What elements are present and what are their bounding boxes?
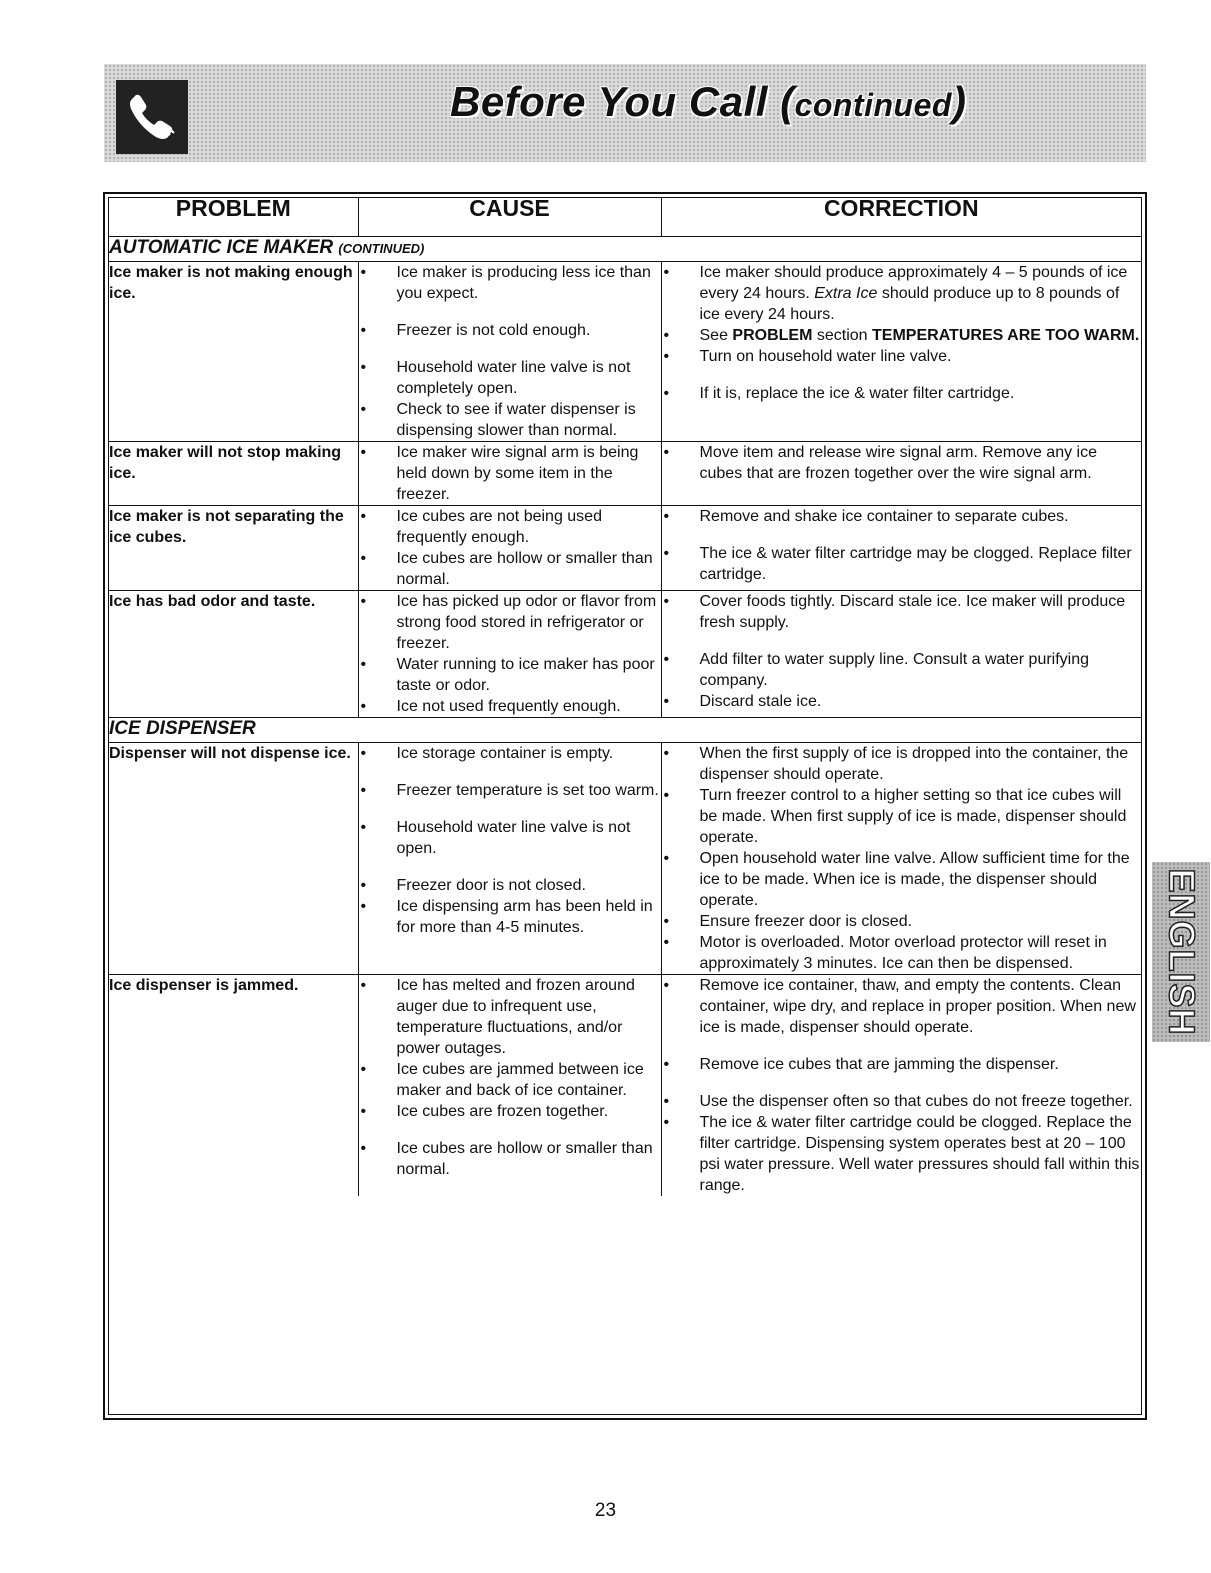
bullet-icon: • [663,1093,670,1110]
header-correction: CORRECTION [661,198,1141,237]
cause-item [359,399,661,441]
correction-text: Remove and shake ice container to separate cubes. [699,508,1069,525]
cause-text: Ice not used frequently enough. [396,698,621,715]
bullet-icon: • [360,359,367,376]
problem-cell: Dispenser will not dispense ice. [109,743,358,975]
cause-text: Ice has picked up odor or flavor from strong food stored in refrigerator or freezer. [396,593,657,652]
correction-text: Open household water line valve. Allow sufficient time for the ice to be made. When ice is made, the dispenser should operate. [699,850,1130,909]
cause-item [359,357,661,399]
cause-cell [358,591,661,718]
correction-cell [661,442,1141,506]
cause-text: Household water line valve is not completely open. [396,359,631,397]
bullet-icon: • [663,593,670,610]
bullet-icon: • [663,745,670,762]
problem-cell: Ice dispenser is jammed. [109,975,358,1197]
cause-cell [358,506,661,591]
bullet-icon: • [663,977,670,994]
bullet-icon: • [663,934,670,951]
section-row [109,237,1141,262]
bullet-icon: • [663,508,670,525]
cause-text: Ice cubes are not being used frequently enough. [396,508,602,546]
cause-text: Ice maker wire signal arm is being held down by some item in the freezer. [396,444,639,503]
correction-text: Remove ice container, thaw, and empty the contents. Clean container, wipe dry, and replace in proper position. When new ice is made, dispenser should operate. [699,977,1136,1036]
correction-text: Ensure freezer door is closed. [699,913,913,930]
bullet-icon: • [360,877,367,894]
page-title: Before You Call (continued) [450,78,967,125]
bullet-icon: • [360,264,367,281]
bullet-icon: • [663,1114,670,1131]
correction-text: The ice & water filter cartridge may be clogged. Replace filter cartridge. [699,545,1132,583]
cause-item [359,548,661,590]
bullet-icon: • [360,1140,367,1157]
correction-cell [661,743,1141,975]
cause-cell [358,442,661,506]
table-row [109,975,1141,1197]
bullet-icon: • [663,545,670,562]
cause-text: Water running to ice maker has poor taste or odor. [396,656,655,694]
troubleshooting-table [109,195,1141,1196]
bullet-icon: • [663,1056,670,1073]
correction-text: Turn on household water line valve. [699,348,952,365]
correction-text: Ice maker should produce approximately 4 – 5 pounds of ice every 24 hours. Extra Ice should produce up to 8 pounds of ice every 24 hours. [699,264,1128,323]
bullet-icon: • [663,264,670,281]
cause-text: Freezer is not cold enough. [396,322,591,339]
problem-cell: Ice maker will not stop making ice. [109,442,358,506]
cause-item [359,506,661,548]
correction-item [662,543,1142,585]
bullet-icon: • [663,651,670,668]
correction-item [662,848,1142,911]
cause-item [359,817,661,859]
correction-cell [661,506,1141,591]
bullet-icon: • [663,348,670,365]
bullet-icon: • [360,508,367,525]
bullet-icon: • [360,977,367,994]
correction-item [662,975,1142,1038]
correction-item [662,1054,1142,1075]
cause-item [359,975,661,1059]
correction-item [662,506,1142,527]
correction-text: When the first supply of ice is dropped into the container, the dispenser should operate. [699,745,1129,783]
bullet-icon: • [663,850,670,867]
bullet-icon: • [360,322,367,339]
cause-text: Freezer temperature is set too warm. [396,782,659,799]
bullet-icon: • [663,913,670,930]
correction-cell [661,262,1141,442]
cause-item [359,442,661,505]
cause-item [359,591,661,654]
correction-text: Cover foods tightly. Discard stale ice. Ice maker will produce fresh supply. [699,593,1126,631]
cause-text: Ice maker is producing less ice than you expect. [396,264,651,302]
problem-cell: Ice maker is not separating the ice cubes. [109,506,358,591]
cause-text: Freezer door is not closed. [396,877,586,894]
bullet-icon: • [360,550,367,567]
bullet-icon: • [360,401,367,418]
correction-item [662,442,1142,484]
page-number: 23 [594,1500,617,1521]
bullet-icon: • [360,698,367,715]
bullet-icon: • [360,745,367,762]
bullet-icon: • [360,782,367,799]
correction-item [662,649,1142,691]
bullet-icon: • [663,385,670,402]
problem-cell: Ice maker is not making enough ice. [109,262,358,442]
correction-item [662,591,1142,633]
bullet-icon: • [663,444,670,461]
troubleshooting-table-frame [103,192,1147,1420]
cause-item [359,1101,661,1122]
section-title-text: ICE DISPENSER [109,718,256,739]
header-problem: PROBLEM [109,198,358,237]
cause-item [359,896,661,938]
bullet-icon: • [360,444,367,461]
section-title-suffix: (CONTINUED) [338,241,425,256]
correction-item [662,325,1142,346]
cause-text: Ice dispensing arm has been held in for more than 4-5 minutes. [396,898,653,936]
correction-item [662,743,1142,785]
bullet-icon: • [360,898,367,915]
table-row [109,743,1141,975]
problem-cell: Ice has bad odor and taste. [109,591,358,718]
section-title [109,237,1141,262]
table-row [109,262,1141,442]
section-title [109,718,1141,743]
correction-item [662,932,1142,974]
bullet-icon: • [360,1061,367,1078]
bullet-icon: • [360,819,367,836]
cause-cell [358,743,661,975]
cause-text: Ice storage container is empty. [396,745,614,762]
correction-item [662,383,1142,404]
cause-item [359,743,661,764]
table-header-row [109,198,1141,237]
correction-cell [661,591,1141,718]
cause-text: Ice cubes are frozen together. [396,1103,609,1120]
table-row [109,591,1141,718]
table-row [109,442,1141,506]
correction-text: Discard stale ice. [699,693,822,710]
cause-cell [358,975,661,1197]
header-cause: CAUSE [358,198,661,237]
cause-cell [358,262,661,442]
correction-text: Remove ice cubes that are jamming the dispenser. [699,1056,1059,1073]
correction-cell [661,975,1141,1197]
correction-text: Use the dispenser often so that cubes do not freeze together. [699,1093,1133,1110]
correction-item [662,262,1142,325]
correction-text: The ice & water filter cartridge could be clogged. Replace the filter cartridge. Dispensing system operates best at 20 – 100 psi water pressure. Well water pressures should fall within this range. [699,1114,1140,1194]
cause-text: Check to see if water dispenser is dispensing slower than normal. [396,401,636,439]
cause-item [359,654,661,696]
correction-item [662,785,1142,848]
section-row [109,718,1141,743]
bullet-icon: • [360,656,367,673]
correction-item [662,911,1142,932]
cause-item [359,1059,661,1101]
language-tab-label: ENGLISH [1161,868,1203,1036]
cause-item [359,320,661,341]
bullet-icon: • [360,593,367,610]
correction-text: Motor is overloaded. Motor overload protector will reset in approximately 3 minutes. Ice can then be dispensed. [699,934,1107,972]
cause-text: Ice cubes are hollow or smaller than normal. [396,550,653,588]
cause-item [359,262,661,304]
correction-item [662,1112,1142,1196]
section-title-text: AUTOMATIC ICE MAKER [109,237,334,258]
correction-text: If it is, replace the ice & water filter cartridge. [699,385,1015,402]
correction-item [662,346,1142,367]
cause-text: Ice cubes are hollow or smaller than normal. [396,1140,653,1178]
correction-item [662,1091,1142,1112]
telephone-handset-icon [116,80,188,154]
correction-text: Add filter to water supply line. Consult a water purifying company. [699,651,1090,689]
cause-text: Ice has melted and frozen around auger due to infrequent use, temperature fluctuations, and/or power outages. [396,977,635,1057]
table-row [109,506,1141,591]
correction-text: See PROBLEM section TEMPERATURES ARE TOO WARM. [699,327,1140,344]
cause-item [359,875,661,896]
correction-text: Move item and release wire signal arm. Remove any ice cubes that are frozen together over the wire signal arm. [699,444,1097,482]
bullet-icon: • [663,327,670,344]
bullet-icon: • [663,693,670,710]
bullet-icon: • [663,787,670,804]
correction-item [662,691,1142,712]
cause-item [359,780,661,801]
bullet-icon: • [360,1103,367,1120]
correction-text: Turn freezer control to a higher setting so that ice cubes will be made. When first supply of ice is made, dispenser should operate. [699,787,1127,846]
cause-text: Household water line valve is not open. [396,819,631,857]
cause-text: Ice cubes are jammed between ice maker and back of ice container. [396,1061,644,1099]
cause-item [359,696,661,717]
cause-item [359,1138,661,1180]
